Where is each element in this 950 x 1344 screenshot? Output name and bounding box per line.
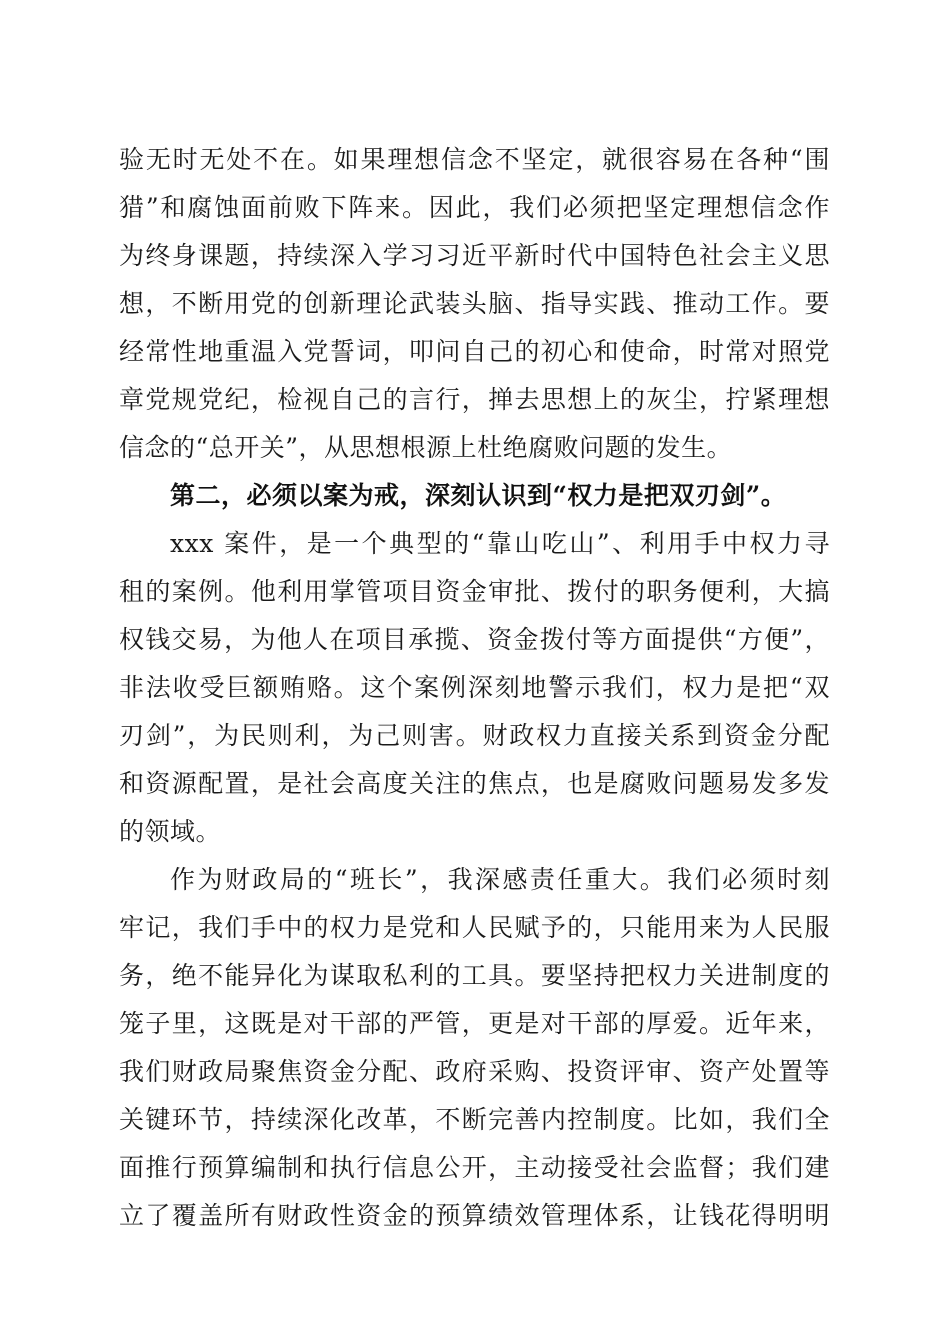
paragraph-line: 和资源配置，是社会高度关注的焦点，也是腐败问题易发多发 bbox=[119, 769, 830, 798]
paragraph-line: 刃剑”，为民则利，为己则害。财政权力直接关系到资金分配 bbox=[119, 721, 830, 750]
section-heading: 第二，必须以案为戒，深刻认识到“权力是把双刃剑”。 bbox=[170, 481, 787, 510]
paragraph-line: 立了覆盖所有财政性资金的预算绩效管理体系，让钱花得明明 bbox=[119, 1201, 830, 1230]
paragraph-line: 作为财政局的“班长”，我深感责任重大。我们必须时刻 bbox=[170, 865, 830, 894]
paragraph-line: xxx 案件，是一个典型的“靠山吃山”、利用手中权力寻 bbox=[170, 529, 830, 558]
paragraph-line: 猎”和腐蚀面前败下阵来。因此，我们必须把坚定理想信念作 bbox=[119, 193, 830, 222]
paragraph-line: 的领域。 bbox=[119, 817, 222, 846]
paragraph-line: 牢记，我们手中的权力是党和人民赋予的，只能用来为人民服 bbox=[119, 913, 830, 942]
paragraph-line: 非法收受巨额贿赂。这个案例深刻地警示我们，权力是把“双 bbox=[119, 673, 830, 702]
paragraph-line: 经常性地重温入党誓词，叩问自己的初心和使命，时常对照党 bbox=[119, 337, 830, 366]
paragraph-line: 为终身课题，持续深入学习习近平新时代中国特色社会主义思 bbox=[119, 241, 830, 270]
paragraph-line: 务，绝不能异化为谋取私利的工具。要坚持把权力关进制度的 bbox=[119, 961, 830, 990]
paragraph-line: 笼子里，这既是对干部的严管，更是对干部的厚爱。近年来， bbox=[119, 1009, 830, 1038]
paragraph-line: 租的案例。他利用掌管项目资金审批、拨付的职务便利，大搞 bbox=[119, 577, 830, 606]
paragraph-line: 章党规党纪，检视自己的言行，掸去思想上的灰尘，拧紧理想 bbox=[119, 385, 830, 414]
paragraph-line: 信念的“总开关”，从思想根源上杜绝腐败问题的发生。 bbox=[119, 433, 733, 462]
paragraph-line: 面推行预算编制和执行信息公开，主动接受社会监督；我们建 bbox=[119, 1153, 830, 1182]
paragraph-line: 验无时无处不在。如果理想信念不坚定，就很容易在各种“围 bbox=[119, 145, 830, 174]
paragraph-line: 权钱交易，为他人在项目承揽、资金拨付等方面提供“方便”， bbox=[119, 625, 830, 654]
paragraph-line: 关键环节，持续深化改革，不断完善内控制度。比如，我们全 bbox=[119, 1105, 830, 1134]
paragraph-line: 我们财政局聚焦资金分配、政府采购、投资评审、资产处置等 bbox=[119, 1057, 830, 1086]
paragraph-line: 想，不断用党的创新理论武装头脑、指导实践、推动工作。要 bbox=[119, 289, 830, 318]
